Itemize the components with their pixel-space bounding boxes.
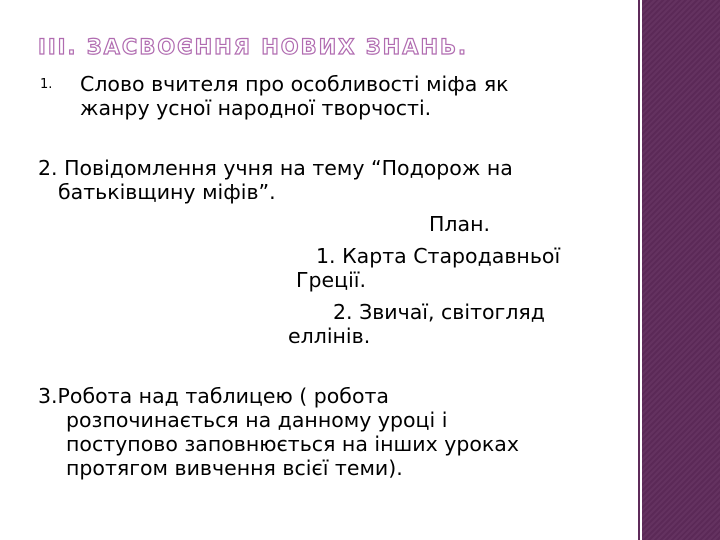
plan-point2-line1: 2. Звичаї, світогляд — [333, 300, 545, 324]
item3-line3: поступово заповнюється на інших уроках — [66, 432, 519, 456]
item1-line2: жанру усної народної творчості. — [80, 96, 432, 120]
plan-point1-line2: Греції. — [296, 268, 366, 292]
item3-line4: протягом вивчення всієї теми). — [66, 456, 403, 480]
item1-line1: Слово вчителя про особливості міфа як — [80, 72, 509, 96]
slide-title: ІІІ. ЗАСВОЄННЯ НОВИХ ЗНАНЬ. — [38, 35, 469, 59]
item2-line1: 2. Повідомлення учня на тему “Подорож на — [38, 156, 513, 180]
sidebar-divider — [638, 0, 640, 540]
decorative-sidebar — [642, 0, 720, 540]
item3-line2: розпочинається на данному уроці і — [66, 408, 448, 432]
item1-number: 1. — [40, 77, 53, 92]
plan-point1-line1: 1. Карта Стародавньої — [316, 244, 561, 268]
item2-line2: батьківщину міфів”. — [58, 180, 276, 204]
plan-heading: План. — [429, 212, 490, 236]
item3-line1: 3.Робота над таблицею ( робота — [38, 384, 389, 408]
plan-point2-line2: еллінів. — [288, 324, 371, 348]
